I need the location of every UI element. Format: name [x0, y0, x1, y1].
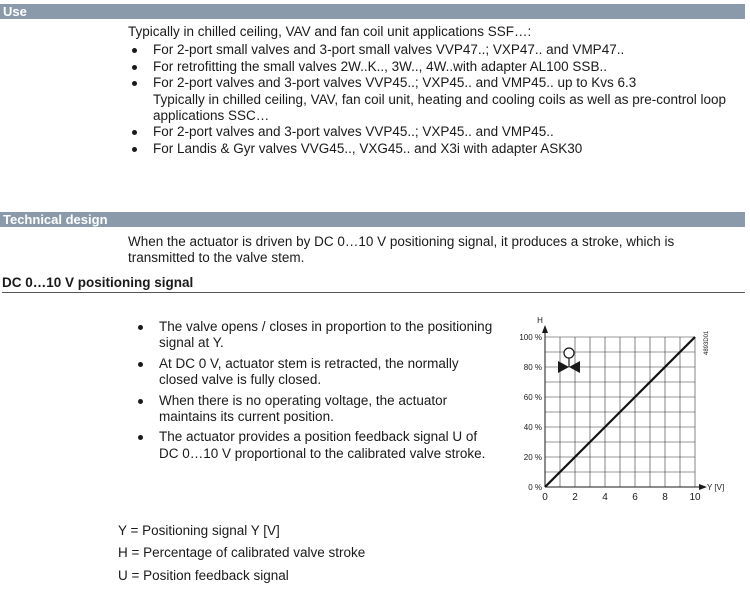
y-axis-label: H — [537, 316, 543, 325]
legend-item: H = Percentage of calibrated valve stroke — [118, 545, 366, 561]
stroke-chart — [500, 310, 745, 510]
list-item: For 2-port valves and 3-port valves VVP45..; VXP45.. and VMP45.. up to Kvs 6.3 Typically in chilled ceiling, VAV, fan coil unit, heating and cooling coils as well as pre-control loop applications SSC… — [128, 75, 728, 124]
x-tick-label: 6 — [632, 492, 638, 503]
subheading-positioning-signal: DC 0…10 V positioning signal — [2, 275, 745, 293]
x-axis-label: Y [V] — [707, 483, 725, 492]
list-item: When there is no operating voltage, the actuator maintains its current position. — [134, 393, 496, 426]
technical-text: When the actuator is driven by DC 0…10 V positioning signal, it produces a stroke, which is transmitted to the valve stem. — [128, 234, 675, 266]
figure-code: 4893D01 — [704, 330, 710, 355]
x-tick-label: 0 — [542, 492, 548, 503]
y-tick-label: 100 % — [519, 333, 542, 342]
use-intro: Typically in chilled ceiling, VAV and fan coil unit applications SSF…: — [128, 24, 532, 39]
y-axis-arrow — [542, 325, 548, 333]
section-header-technical-design: Technical design — [0, 212, 745, 227]
list-item: For 2-port valves and 3-port valves VVP45..; VXP45.. and VMP45.. — [128, 124, 728, 140]
list-item: For 2-port small valves and 3-port small valves VVP47..; VXP47.. and VMP47.. — [128, 42, 728, 58]
x-tick-label: 4 — [602, 492, 608, 503]
positioning-section — [134, 319, 496, 462]
list-item: The valve opens / closes in proportion to the positioning signal at Y. — [134, 319, 496, 352]
y-tick-label: 0 % — [528, 483, 542, 492]
x-tick-label: 10 — [689, 492, 701, 503]
symbol-legend — [118, 523, 518, 590]
y-tick-label: 40 % — [523, 423, 542, 432]
list-item: For Landis & Gyr valves VVG45.., VXG45.. and X3i with adapter ASK30 — [128, 141, 728, 157]
legend-item: U = Position feedback signal — [118, 567, 289, 583]
use-list — [128, 42, 728, 157]
y-tick-label: 20 % — [523, 453, 542, 462]
legend-item: Y = Positioning signal Y [V] — [118, 523, 280, 538]
x-tick-label: 8 — [662, 492, 668, 503]
positioning-list — [134, 319, 496, 462]
y-tick-label: 80 % — [523, 363, 542, 372]
list-item: For retrofitting the small valves 2W..K.., 3W.., 4W..with adapter AL100 SSB.. — [128, 59, 728, 75]
use-section — [128, 24, 728, 157]
y-tick-label: 60 % — [523, 393, 542, 402]
x-axis-arrow — [699, 484, 707, 490]
section-header-use: Use — [0, 4, 745, 19]
list-item: The actuator provides a position feedback signal U of DC 0…10 V proportional to the calibrated valve stroke. — [134, 429, 496, 462]
list-item-extra: Typically in chilled ceiling, VAV, fan coil unit, heating and cooling coils as well as pre-control loop applications SSC… — [153, 91, 727, 124]
list-item: At DC 0 V, actuator stem is retracted, the normally closed valve is fully closed. — [134, 356, 496, 389]
x-tick-label: 2 — [572, 492, 578, 503]
